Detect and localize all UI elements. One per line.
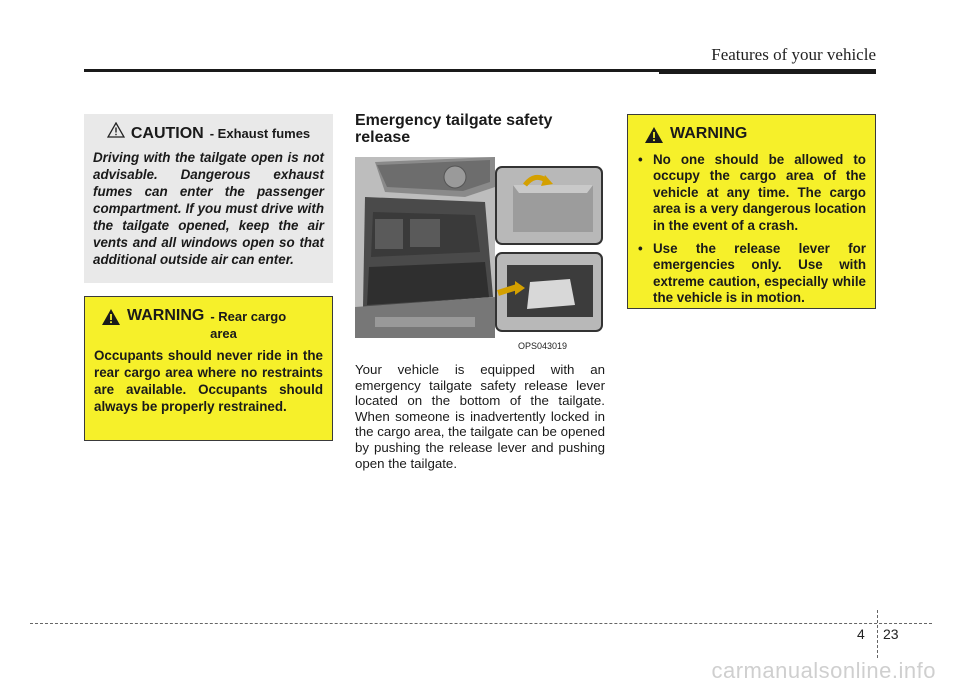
tailgate-release-photo [355, 157, 605, 338]
watermark: carmanualsonline.info [711, 658, 936, 683]
page-header-title: Features of your vehicle [711, 45, 876, 64]
warning-body: Occupants should never ride in the rear cargo area where no restraints are available. Occupants should always be properly restrained. [94, 348, 323, 414]
warning-header [101, 307, 323, 326]
warning-list-item: • Use the release lever for emergencies only. Use with extreme caution, especially while the vehicle is in motion. [637, 241, 866, 307]
caution-triangle-icon [107, 122, 125, 138]
section-body: Your vehicle is equipped with an emergency tailgate safety release lever located on the bottom of the tailgate. When someone is inadvertently locked in the cargo area, the tailgate can be opened by pushing the release lever and pushing open the tailgate. [355, 362, 605, 471]
warning-list [637, 152, 866, 307]
caution-subtitle: - Exhaust fumes [209, 126, 311, 141]
warning-list-item: • No one should be allowed to occupy the cargo area of the vehicle at any time. The cargo area is a very dangerous location in the event of a crash. [637, 152, 866, 234]
caution-title: CAUTION [130, 125, 204, 142]
page-number: 23 [883, 626, 899, 642]
caution-box [84, 114, 333, 283]
footer-divider [30, 623, 932, 624]
image-code: OPS043019 [518, 341, 568, 351]
chapter-number: 4 [857, 626, 865, 642]
warning-title: WARNING [670, 125, 748, 142]
caution-body: Driving with the tailgate open is not advisable. Dangerous exhaust fumes can enter the passenger compartment. If you must drive with the tailgate opened, keep the air vents and all windows open so that additional outside air can enter. [93, 150, 324, 267]
warning-title: WARNING [127, 307, 205, 324]
warning-triangle-icon [101, 308, 121, 326]
header-rule-accent [659, 69, 876, 74]
warning-subtitle: - Rear cargo [210, 309, 287, 324]
warning-subtitle-continued: area [210, 326, 237, 341]
warning-box-tailgate [627, 114, 876, 309]
footer-page-divider [877, 610, 878, 658]
warning-box-cargo [84, 296, 333, 441]
warning-header [644, 125, 866, 144]
section-heading: Emergency tailgate safety release [355, 112, 553, 146]
caution-header [93, 122, 324, 143]
warning-triangle-icon [644, 126, 664, 144]
